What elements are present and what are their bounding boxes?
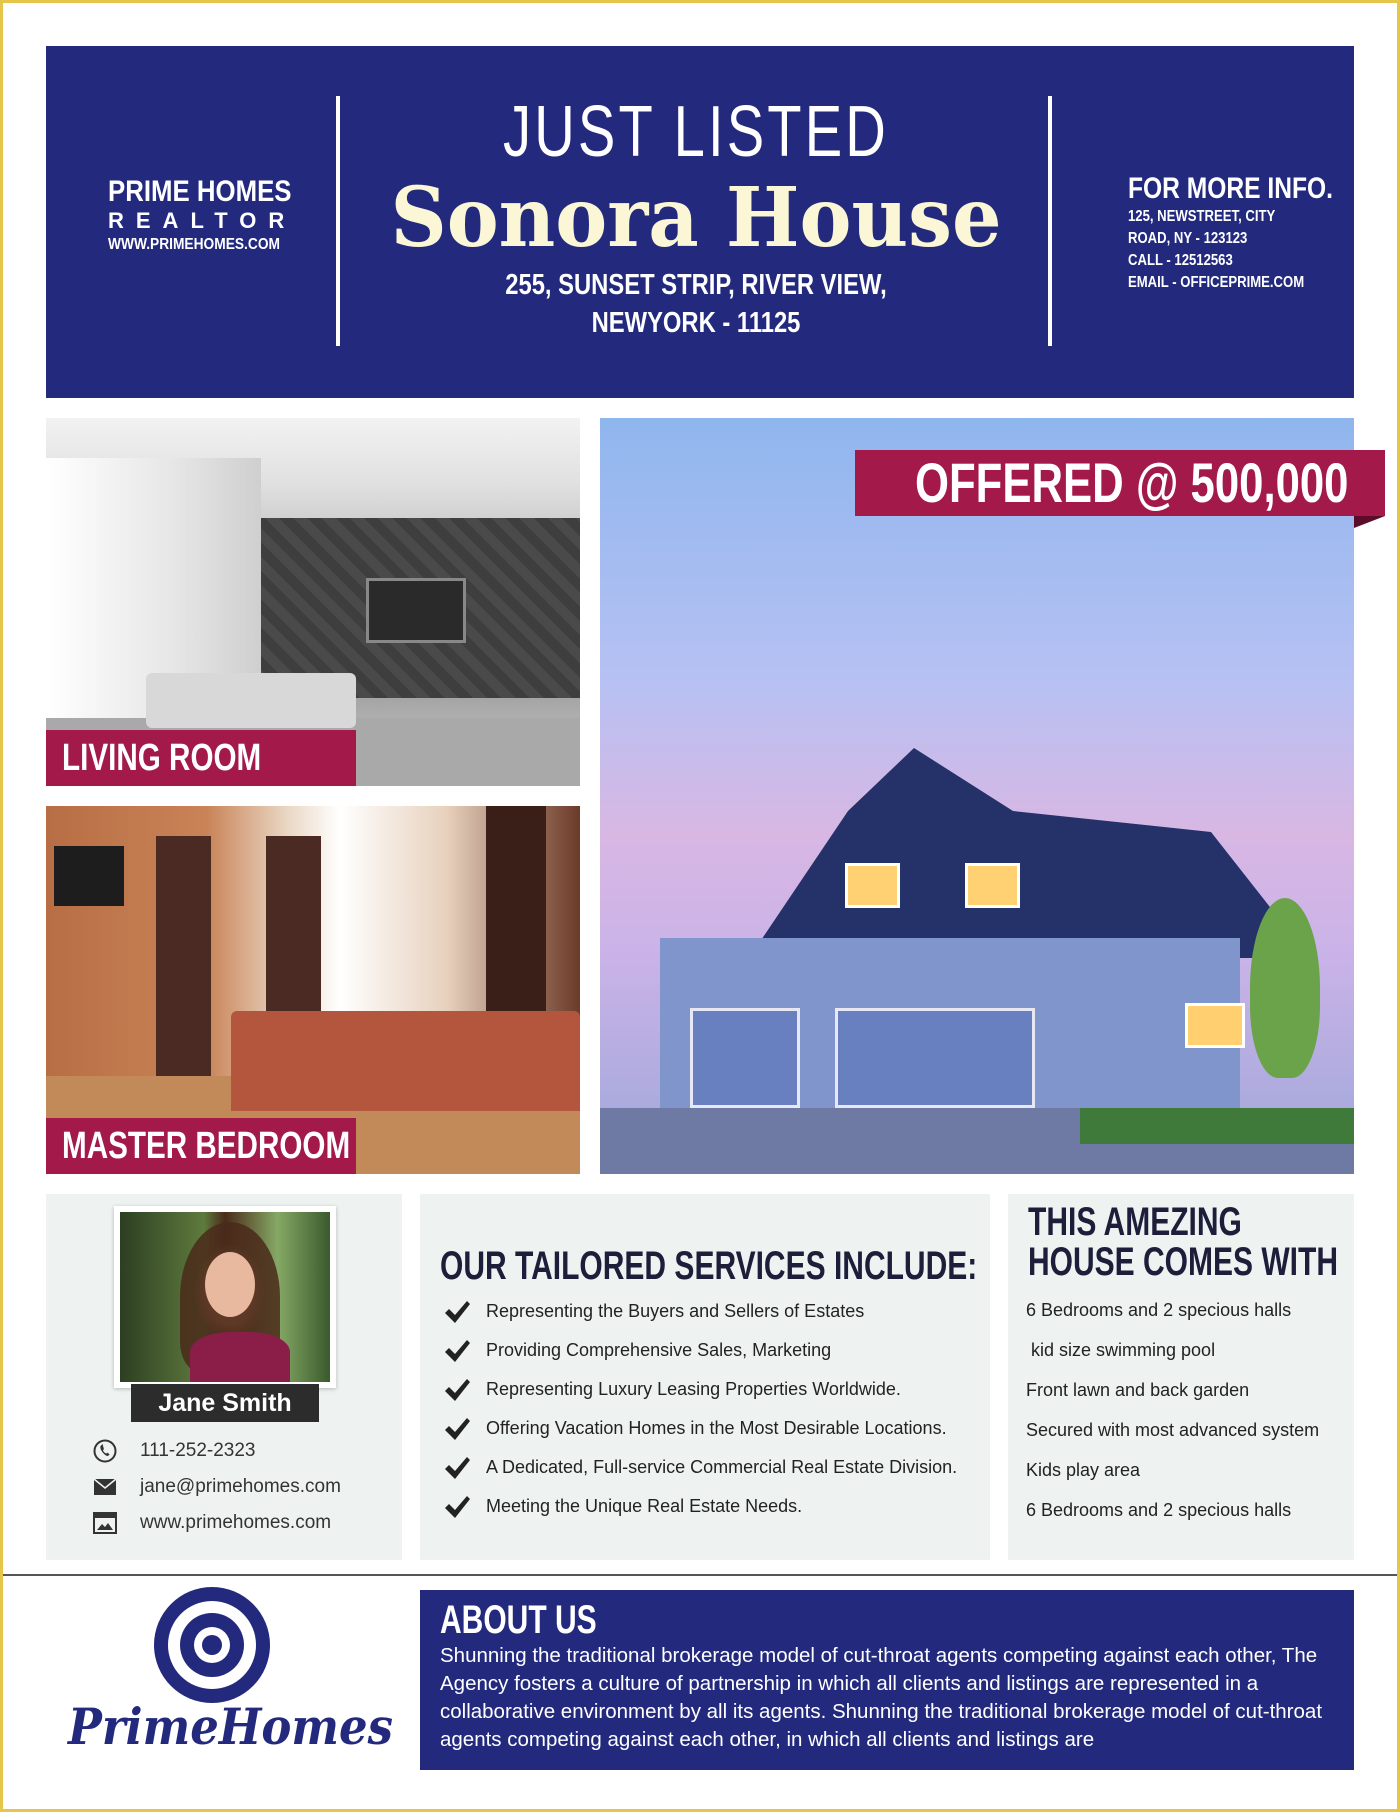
list-item: Kids play area (1026, 1460, 1141, 1480)
service-text: Meeting the Unique Real Estate Needs. (486, 1496, 803, 1516)
service-text: Offering Vacation Homes in the Most Desirable Locations. (486, 1418, 947, 1438)
service-text: Representing the Buyers and Sellers of Estates (486, 1301, 865, 1321)
price-ribbon (855, 450, 1385, 516)
about-body: Shunning the traditional brokerage model of cut-throat agents competing against each other, The Agency fosters a culture of partnership in which all clients and listings are represented in a collaborative environment by all its agents. Shunning the traditional brokerage model of cut-throat agents competing against each other, in which all clients and listings are (440, 1644, 1323, 1751)
features-list (1026, 1290, 1346, 1530)
kicker-text: JUST LISTED (503, 92, 889, 172)
agent-phone: 111-252-2323 (140, 1440, 256, 1461)
garage-door (690, 1008, 800, 1108)
about-panel (420, 1590, 1354, 1770)
living-room-label: LIVING ROOM (46, 730, 356, 786)
list-item (442, 1487, 982, 1526)
info-heading: FOR MORE INFO. (1128, 172, 1333, 205)
brand-name: PRIME HOMES (108, 175, 292, 208)
portrait-top (190, 1332, 290, 1382)
brand-website[interactable]: WWW.PRIMEHOMES.COM (108, 236, 280, 253)
list-item (442, 1331, 982, 1370)
check-icon (442, 1492, 472, 1522)
title-block (346, 92, 1046, 342)
list-item: 6 Bedrooms and 2 specious halls (1026, 1500, 1292, 1520)
browser-icon (92, 1510, 118, 1536)
check-icon (442, 1336, 472, 1366)
agent-portrait-image (120, 1212, 330, 1382)
address-line-1: 255, SUNSET STRIP, RIVER VIEW, (505, 269, 887, 301)
target-logo-icon (152, 1585, 272, 1705)
features-heading-line-1: THIS AMEZING (1028, 1200, 1242, 1244)
agent-phone-row[interactable] (92, 1436, 256, 1466)
service-text: A Dedicated, Full-service Commercial Real Estate Division. (486, 1457, 958, 1477)
brand-subtitle: REALTOR (108, 208, 297, 233)
master-bedroom-photo (46, 806, 580, 1174)
envelope-icon (92, 1474, 118, 1500)
check-icon (442, 1453, 472, 1483)
check-icon (442, 1375, 472, 1405)
about-heading: ABOUT US (440, 1598, 597, 1642)
house-window (1185, 1003, 1245, 1048)
living-room-photo (46, 418, 580, 786)
features-heading (1028, 1202, 1338, 1282)
info-line: ROAD, NY - 123123 (1128, 230, 1248, 247)
house-roof (650, 748, 1310, 958)
price-text: OFFERED @ 500,000 (915, 451, 1349, 514)
bedroom-tv (54, 846, 124, 906)
header-banner (46, 46, 1354, 398)
agent-name: Jane Smith (131, 1384, 319, 1422)
list-item (442, 1448, 982, 1487)
services-panel (420, 1194, 990, 1560)
phone-icon (92, 1438, 118, 1464)
list-item: 6 Bedrooms and 2 specious halls (1026, 1300, 1292, 1320)
list-item: Front lawn and back garden (1026, 1380, 1250, 1400)
living-sofa (146, 673, 356, 728)
house-window (845, 863, 900, 908)
agent-portrait (114, 1206, 336, 1388)
living-tv (366, 578, 466, 643)
features-panel (1008, 1194, 1354, 1560)
services-heading: OUR TAILORED SERVICES INCLUDE: (440, 1244, 978, 1288)
header-divider-right (1048, 96, 1052, 346)
section-divider (3, 1574, 1397, 1576)
service-text: Representing Luxury Leasing Properties Worldwide. (486, 1379, 901, 1399)
property-title: Sonora House (390, 170, 1002, 266)
bedroom-bed (231, 1011, 580, 1111)
header-divider-left (336, 96, 340, 346)
agent-website-row[interactable] (92, 1508, 331, 1538)
agent-email-row[interactable] (92, 1472, 341, 1502)
list-item: kid size swimming pool (1026, 1340, 1216, 1360)
service-text: Providing Comprehensive Sales, Marketing (486, 1340, 832, 1360)
logo-wordmark: PrimeHomes (68, 1697, 393, 1756)
lawn (1080, 1108, 1354, 1144)
prime-homes-logo (60, 1585, 393, 1775)
house-window (965, 863, 1020, 908)
master-bedroom-label: MASTER BEDROOM (46, 1118, 356, 1174)
list-item (442, 1292, 982, 1331)
info-line: 125, NEWSTREET, CITY (1128, 208, 1276, 225)
list-item (442, 1370, 982, 1409)
agent-email: jane@primehomes.com (140, 1476, 341, 1497)
house-exterior-photo (600, 418, 1354, 1174)
portrait-face (205, 1252, 255, 1317)
ribbon-fold (1354, 516, 1385, 528)
services-list (442, 1292, 982, 1526)
features-heading-line-2: HOUSE COMES WITH (1028, 1240, 1339, 1284)
agent-panel (46, 1194, 402, 1560)
bedroom-curtain (156, 836, 211, 1076)
info-line: CALL - 12512563 (1128, 252, 1233, 269)
brand-block (108, 175, 297, 256)
address-line-2: NEWYORK - 11125 (591, 307, 801, 339)
info-line: EMAIL - OFFICEPRIME.COM (1128, 274, 1305, 291)
check-icon (442, 1297, 472, 1327)
garage-door (835, 1008, 1035, 1108)
info-block (1128, 172, 1338, 294)
list-item: Secured with most advanced system (1026, 1420, 1320, 1440)
list-item (442, 1409, 982, 1448)
tree (1250, 898, 1320, 1078)
check-icon (442, 1414, 472, 1444)
agent-website: www.primehomes.com (140, 1512, 332, 1533)
